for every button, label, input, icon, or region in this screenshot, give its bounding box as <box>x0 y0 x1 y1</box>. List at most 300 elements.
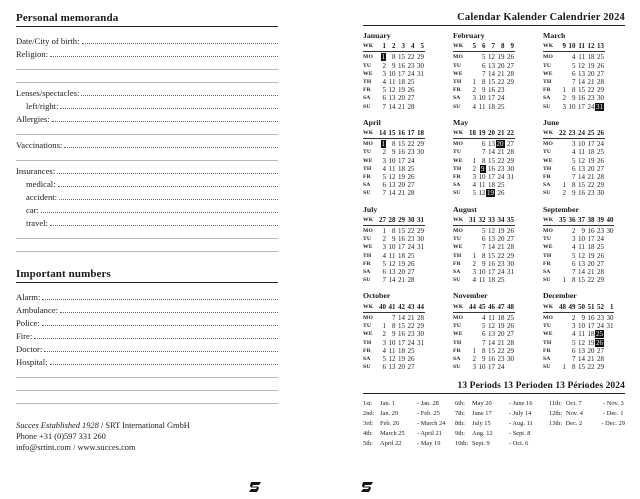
day-cell: 15 <box>398 140 405 149</box>
day-cell: 27 <box>597 69 604 78</box>
day-cell: 30 <box>606 313 614 322</box>
memo-write-line[interactable] <box>16 82 278 83</box>
day-cell: 18 <box>497 313 505 322</box>
day-cell: 14 <box>398 313 405 322</box>
memo-row[interactable] <box>16 98 278 111</box>
period-end: - Nov. 3 <box>603 400 624 408</box>
day-cell: 11 <box>388 164 396 173</box>
day-cell: 9 <box>572 189 576 198</box>
month-table <box>363 216 425 285</box>
number-write-line[interactable] <box>60 312 278 313</box>
day-cell: 28 <box>507 338 514 347</box>
day-label: TU <box>453 149 462 156</box>
week-label: WK <box>363 129 377 139</box>
day-cell: 9 <box>482 354 486 363</box>
day-label: SU <box>543 190 551 197</box>
number-write-line[interactable] <box>16 403 278 404</box>
day-label: MO <box>363 54 374 61</box>
day-label: SA <box>543 95 551 102</box>
day-cell: 16 <box>488 86 495 95</box>
week-number: 1 <box>377 42 387 52</box>
day-cell: 1 <box>472 156 476 165</box>
number-row[interactable] <box>16 315 278 328</box>
memo-write-line[interactable] <box>16 160 278 161</box>
day-cell: 11 <box>388 78 396 87</box>
period-start: Feb. 26 <box>380 420 400 428</box>
day-cell: 4 <box>382 78 386 87</box>
month-table <box>543 216 614 285</box>
memo-label: accident: <box>26 192 58 202</box>
month-name: August <box>453 204 477 214</box>
day-cell: 12 <box>388 173 396 182</box>
day-label: TH <box>543 252 552 259</box>
day-cell: 21 <box>587 173 595 182</box>
day-cell <box>415 173 425 181</box>
day-cell: 4 <box>382 164 386 173</box>
month-name: June <box>543 117 560 127</box>
day-cell: 26 <box>597 61 604 70</box>
day-label: SA <box>453 95 461 102</box>
company-rest: / SRT International GmbH <box>98 421 190 430</box>
day-cell: 11 <box>488 313 495 322</box>
number-write-line[interactable] <box>50 364 278 365</box>
memo-write-line[interactable] <box>16 251 278 252</box>
day-cell: 15 <box>488 346 495 355</box>
week-number: 9 <box>505 42 515 52</box>
day-cell: 17 <box>398 338 405 347</box>
month-name: July <box>363 204 378 214</box>
period-end: - Feb. 25 <box>417 410 440 418</box>
day-cell: 4 <box>382 251 386 260</box>
day-cell: 20 <box>587 164 595 173</box>
day-cell: 19 <box>398 173 405 182</box>
day-cell: 9 <box>581 313 585 322</box>
number-write-line[interactable] <box>16 390 278 391</box>
month-march <box>543 32 625 111</box>
day-cell: 10 <box>388 338 396 347</box>
day-cell: 27 <box>407 94 415 103</box>
week-label: WK <box>543 216 557 226</box>
period-end: - April 21 <box>417 430 442 438</box>
day-cell: 6 <box>482 140 486 149</box>
day-cell: 21 <box>398 102 405 111</box>
memo-row[interactable] <box>16 137 278 150</box>
day-cell: 3 <box>472 173 476 182</box>
day-cell: 15 <box>578 86 585 95</box>
day-cell: 10 <box>478 173 486 182</box>
memo-write-line[interactable] <box>16 238 278 239</box>
week-label: WK <box>543 129 557 139</box>
week-number: 8 <box>496 42 506 52</box>
period-n: 11th: <box>549 400 562 408</box>
number-row[interactable] <box>16 393 278 406</box>
day-cell: 2 <box>382 330 386 339</box>
day-cell: 5 <box>572 61 576 70</box>
day-cell: 25 <box>407 78 415 87</box>
week-number: 1 <box>605 303 615 313</box>
day-cell: 30 <box>417 235 424 244</box>
day-cell <box>486 189 496 197</box>
day-cell: 28 <box>507 69 514 78</box>
day-cell: 22 <box>407 53 415 62</box>
day-label: FR <box>363 347 371 354</box>
day-cell: 3 <box>472 94 476 103</box>
memo-row[interactable] <box>16 150 278 163</box>
memo-write-line[interactable] <box>50 56 278 57</box>
month-name: April <box>363 117 381 127</box>
day-cell: 23 <box>497 86 505 95</box>
period-row <box>363 429 455 439</box>
day-label: WE <box>543 157 553 164</box>
period-start: Nov. 4 <box>566 410 583 418</box>
day-cell: 8 <box>572 181 576 190</box>
day-cell: 13 <box>488 235 495 244</box>
week-number: 43 <box>407 302 415 311</box>
number-row[interactable] <box>16 354 278 367</box>
week-number: 10 <box>568 42 576 51</box>
month-name: March <box>543 31 566 40</box>
day-label: WE <box>543 70 553 77</box>
day-cell: 23 <box>407 330 415 339</box>
day-cell: 6 <box>382 268 386 277</box>
day-cell: 1 <box>472 251 476 260</box>
day-cell <box>467 322 477 330</box>
day-label: MO <box>363 141 374 148</box>
day-cell: 30 <box>417 330 424 339</box>
period-n: 10th: <box>455 440 469 448</box>
day-cell: 16 <box>398 61 405 70</box>
memo-row[interactable] <box>16 72 278 85</box>
week-number: 44 <box>469 302 476 311</box>
number-write-line[interactable] <box>42 299 278 300</box>
memo-row[interactable] <box>16 124 278 137</box>
memo-row[interactable] <box>16 33 278 46</box>
week-number: 31 <box>417 215 424 224</box>
day-cell: 7 <box>572 354 576 363</box>
day-cell: 3 <box>472 363 476 372</box>
number-write-line[interactable] <box>44 351 278 352</box>
day-cell: 12 <box>488 227 495 236</box>
day-cell: 9 <box>392 61 396 70</box>
day-cell: 13 <box>488 61 495 70</box>
day-cell: 19 <box>398 86 405 95</box>
day-cell: 17 <box>488 173 495 182</box>
day-cell: 21 <box>497 148 505 157</box>
memo-row[interactable] <box>16 228 278 241</box>
memo-row[interactable] <box>16 163 278 176</box>
memo-row[interactable] <box>16 59 278 72</box>
day-cell <box>557 268 567 276</box>
day-cell: 19 <box>497 227 505 236</box>
numbers-rows <box>16 289 278 406</box>
day-cell: 13 <box>488 140 495 149</box>
month-table <box>453 129 515 198</box>
memo-write-line[interactable] <box>41 212 278 213</box>
day-label: TH <box>363 79 372 86</box>
week-number: 51 <box>587 302 595 311</box>
day-cell: 25 <box>497 102 505 111</box>
day-label: MO <box>543 141 554 148</box>
day-cell: 6 <box>482 61 486 70</box>
day-cell <box>557 235 567 243</box>
day-cell: 20 <box>587 346 595 355</box>
day-cell: 13 <box>388 363 396 372</box>
day-cell: 13 <box>388 181 396 190</box>
important-numbers-section <box>16 268 278 406</box>
day-cell: 30 <box>597 189 604 198</box>
week-number: 41 <box>388 302 396 311</box>
period-end: - June 16 <box>509 400 533 408</box>
day-cell: 6 <box>382 94 386 103</box>
day-cell: 31 <box>507 173 514 182</box>
day-cell <box>605 235 615 243</box>
day-cell: 29 <box>597 86 604 95</box>
day-cell: 22 <box>407 322 415 331</box>
memo-write-line[interactable] <box>64 147 278 148</box>
number-row[interactable] <box>16 328 278 341</box>
day-cell: 10 <box>388 156 396 165</box>
number-row[interactable] <box>16 302 278 315</box>
day-label: TU <box>363 149 372 156</box>
day-cell: 28 <box>597 173 604 182</box>
day-label: FR <box>453 260 461 267</box>
memo-row[interactable] <box>16 46 278 59</box>
day-cell <box>415 181 425 189</box>
week-number: 44 <box>417 302 424 311</box>
day-cell: 4 <box>482 313 486 322</box>
week-number: 32 <box>478 215 486 224</box>
day-cell: 5 <box>482 322 486 331</box>
day-cell <box>605 347 615 355</box>
memo-row[interactable] <box>16 215 278 228</box>
day-cell: 28 <box>597 354 604 363</box>
day-cell: 7 <box>482 243 486 252</box>
day-cell: 26 <box>597 251 604 260</box>
day-cell: 14 <box>578 173 585 182</box>
number-row[interactable] <box>16 341 278 354</box>
day-cell: 7 <box>572 78 576 87</box>
day-label: TU <box>543 149 552 156</box>
memo-row[interactable] <box>16 202 278 215</box>
day-cell: 17 <box>488 268 495 277</box>
period-start: June 17 <box>472 410 492 418</box>
day-cell: 25 <box>497 181 505 190</box>
number-write-line[interactable] <box>42 325 278 326</box>
day-cell: 23 <box>407 235 415 244</box>
day-cell <box>415 260 425 268</box>
day-cell: 25 <box>507 313 514 322</box>
day-cell: 27 <box>407 363 415 372</box>
day-cell: 21 <box>398 276 405 285</box>
day-cell <box>467 243 477 251</box>
day-cell: 24 <box>407 243 415 252</box>
memo-write-line[interactable] <box>57 173 278 174</box>
number-row[interactable] <box>16 367 278 380</box>
memo-row[interactable] <box>16 85 278 98</box>
memo-write-line[interactable] <box>60 108 278 109</box>
week-number: 15 <box>388 129 396 138</box>
week-label: WK <box>363 42 377 52</box>
day-cell: 18 <box>587 53 595 62</box>
period-n: 12th: <box>549 410 563 418</box>
number-row[interactable] <box>16 380 278 393</box>
day-cell: 10 <box>388 243 396 252</box>
week-label: WK <box>453 42 467 52</box>
week-number: 20 <box>488 129 495 138</box>
day-cell: 24 <box>597 235 604 244</box>
day-cell: 26 <box>507 53 514 62</box>
day-cell: 15 <box>578 276 585 285</box>
memo-write-line[interactable] <box>82 43 279 44</box>
day-cell: 3 <box>382 338 386 347</box>
day-cell: 23 <box>597 227 604 236</box>
memo-write-line[interactable] <box>59 199 278 200</box>
day-cell: 8 <box>392 53 396 62</box>
day-label: WE <box>363 331 373 338</box>
day-cell: 28 <box>507 243 514 252</box>
day-cell: 12 <box>578 156 585 165</box>
week-number: 23 <box>568 129 576 138</box>
month-october <box>363 292 453 371</box>
memo-row[interactable] <box>16 111 278 124</box>
day-cell: 10 <box>578 140 585 149</box>
number-label: Hospital: <box>16 357 48 367</box>
memo-row[interactable] <box>16 189 278 202</box>
day-cell <box>377 52 387 62</box>
phone-line: Phone +31 (0)597 331 260 <box>16 432 106 441</box>
period-row <box>455 429 549 439</box>
day-cell: 8 <box>392 140 396 149</box>
day-cell: 23 <box>407 148 415 157</box>
memo-write-line[interactable] <box>16 69 278 70</box>
day-label: WE <box>363 157 373 164</box>
holiday-day: 19 <box>487 189 494 198</box>
day-cell <box>557 330 567 338</box>
day-cell <box>605 339 615 347</box>
day-cell: 21 <box>497 338 505 347</box>
day-cell: 1 <box>562 181 566 190</box>
day-label: SU <box>543 364 551 371</box>
period-end: - Dec. 29 <box>601 420 625 428</box>
day-cell: 13 <box>578 259 585 268</box>
day-cell <box>557 355 567 363</box>
day-cell: 11 <box>388 346 396 355</box>
month-table <box>543 303 614 372</box>
day-cell <box>505 363 515 371</box>
day-cell: 12 <box>388 259 396 268</box>
day-cell: 24 <box>497 363 505 372</box>
day-cell: 2 <box>472 354 476 363</box>
memo-row[interactable] <box>16 241 278 254</box>
day-cell: 6 <box>572 259 576 268</box>
number-write-line[interactable] <box>34 338 278 339</box>
day-label: SU <box>543 103 551 110</box>
day-cell <box>605 243 615 251</box>
day-cell: 9 <box>482 86 486 95</box>
month-table <box>453 303 515 372</box>
day-cell <box>557 148 567 156</box>
period-start: Jan. 1 <box>380 400 395 408</box>
day-cell: 30 <box>417 61 424 70</box>
day-label: SA <box>363 269 371 276</box>
number-row[interactable] <box>16 289 278 302</box>
day-cell: 24 <box>407 69 415 78</box>
day-cell: 21 <box>587 268 595 277</box>
day-cell <box>415 347 425 355</box>
day-cell: 29 <box>507 251 514 260</box>
holiday-day: 1 <box>381 140 385 149</box>
memo-write-line[interactable] <box>58 186 278 187</box>
day-cell: 2 <box>562 94 566 103</box>
week-number: 24 <box>578 129 585 138</box>
periods-grid <box>363 399 625 449</box>
day-cell: 31 <box>417 338 424 347</box>
week-number: 11 <box>576 42 586 52</box>
day-cell: 18 <box>587 148 595 157</box>
day-cell: 3 <box>572 235 576 244</box>
day-cell: 5 <box>382 354 386 363</box>
day-cell: 16 <box>398 148 405 157</box>
day-label: SA <box>543 182 551 189</box>
day-cell: 9 <box>392 148 396 157</box>
day-cell: 14 <box>488 338 495 347</box>
day-label: WE <box>543 331 553 338</box>
week-number: 2 <box>387 42 397 52</box>
month-name: October <box>363 291 391 301</box>
memo-write-line[interactable] <box>81 95 278 96</box>
day-cell: 21 <box>407 313 415 322</box>
day-cell: 26 <box>507 322 514 331</box>
day-cell: 30 <box>606 227 614 236</box>
memo-write-line[interactable] <box>52 121 278 122</box>
day-cell: 30 <box>507 164 514 173</box>
day-label: FR <box>543 347 551 354</box>
day-cell: 25 <box>407 251 415 260</box>
week-label: WK <box>363 216 377 226</box>
day-cell <box>557 62 567 70</box>
memo-write-line[interactable] <box>50 225 278 226</box>
day-cell: 8 <box>482 251 486 260</box>
day-cell <box>557 226 567 236</box>
day-cell <box>595 330 605 338</box>
day-cell: 4 <box>382 346 386 355</box>
period-end: - Aug. 11 <box>509 420 533 428</box>
day-cell: 12 <box>578 61 585 70</box>
day-cell: 3 <box>382 156 386 165</box>
day-cell: 20 <box>587 69 595 78</box>
day-cell: 13 <box>488 330 495 339</box>
day-cell: 20 <box>398 94 405 103</box>
day-label: SA <box>363 95 371 102</box>
day-cell: 29 <box>417 140 424 149</box>
day-cell: 16 <box>587 227 595 236</box>
memo-row[interactable] <box>16 176 278 189</box>
memo-write-line[interactable] <box>16 134 278 135</box>
day-cell: 5 <box>572 156 576 165</box>
day-cell: 28 <box>407 189 415 198</box>
day-cell: 11 <box>578 243 585 252</box>
month-table <box>453 216 515 285</box>
day-cell: 16 <box>488 354 495 363</box>
number-write-line[interactable] <box>16 377 278 378</box>
day-cell: 16 <box>398 330 405 339</box>
day-cell: 24 <box>587 102 595 111</box>
day-cell: 3 <box>472 268 476 277</box>
day-cell: 8 <box>482 78 486 87</box>
day-cell: 17 <box>587 140 595 149</box>
day-cell: 20 <box>587 259 595 268</box>
day-cell <box>557 260 567 268</box>
